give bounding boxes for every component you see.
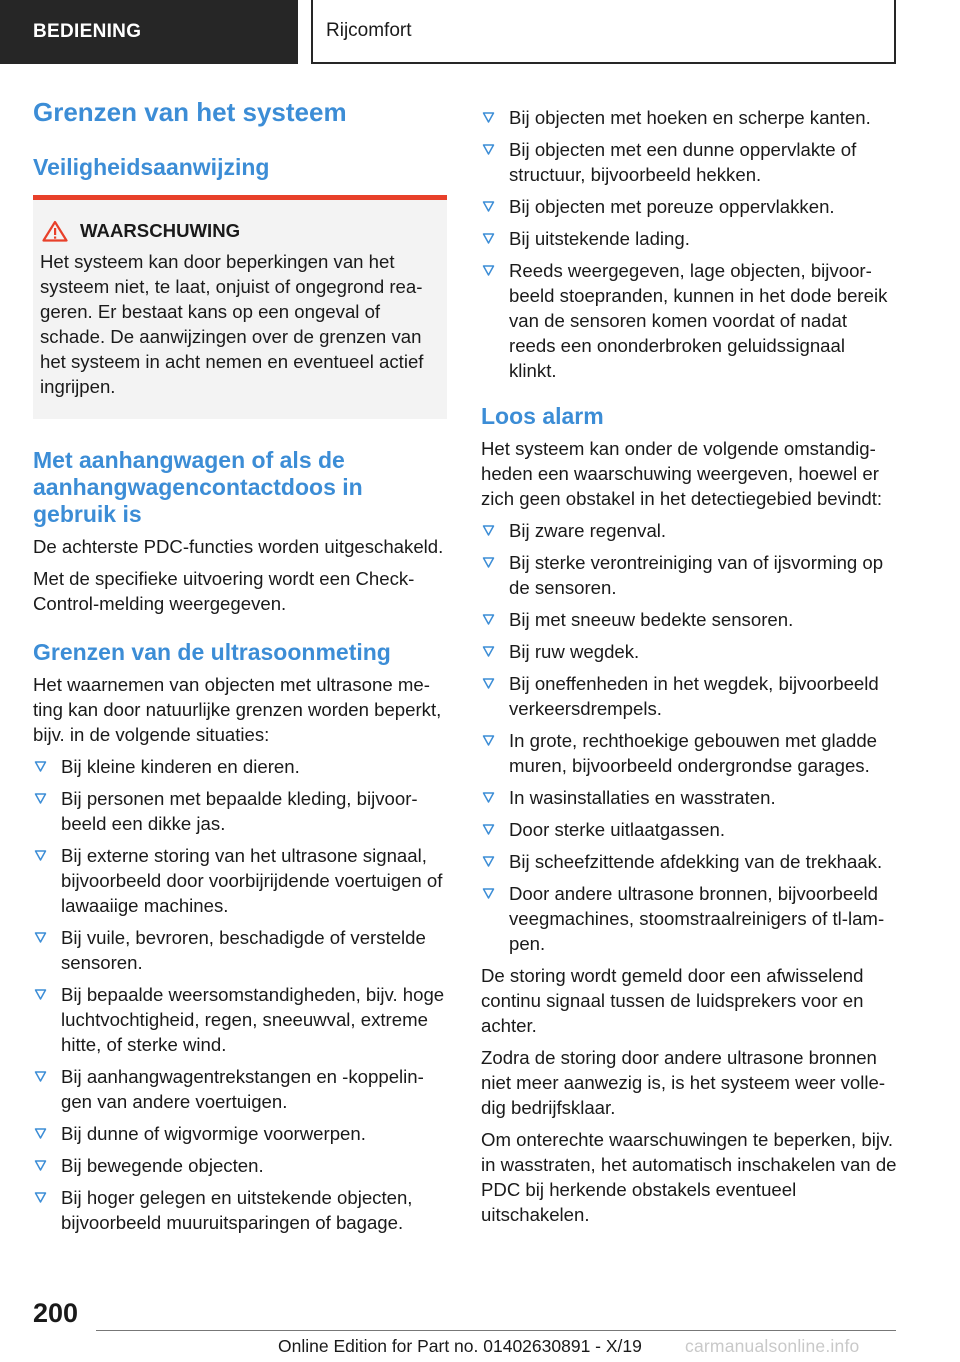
right-column bbox=[481, 105, 897, 1227]
footer-divider bbox=[96, 1330, 896, 1331]
false-alarm-heading: Loos alarm bbox=[481, 403, 604, 429]
bullet-triangle-icon bbox=[482, 111, 495, 124]
list-item-text: Door andere ultrasone bronnen, bijvoorbeeld veegmachines, stoomstraalreinigers of tl-lampen. bbox=[509, 883, 885, 954]
bullet-triangle-icon bbox=[482, 143, 495, 156]
bullet-triangle-icon bbox=[34, 792, 47, 805]
list-item-text: Bij objecten met hoeken en scherpe kanten. bbox=[509, 107, 871, 128]
bullet-triangle-icon bbox=[34, 988, 47, 1001]
list-item-text: Bij objecten met een dunne oppervlakte of structuur, bijvoorbeeld hekken. bbox=[509, 139, 857, 185]
bullet-triangle-icon bbox=[34, 760, 47, 773]
object-limit-list bbox=[481, 105, 897, 383]
warning-triangle-icon bbox=[42, 220, 68, 242]
list-item bbox=[481, 226, 897, 251]
warning-label: WAARSCHUWING bbox=[80, 220, 241, 241]
bullet-triangle-icon bbox=[34, 931, 47, 944]
list-item bbox=[481, 258, 897, 383]
list-item-text: Bij aanhangwagentrekstangen en -koppelingen van andere voertuigen. bbox=[61, 1066, 424, 1112]
bullet-triangle-icon bbox=[34, 1191, 47, 1204]
list-item-text: Bij dunne of wigvormige voorwerpen. bbox=[61, 1123, 366, 1144]
list-item-text: Door sterke uitlaatgassen. bbox=[509, 819, 726, 840]
bullet-triangle-icon bbox=[482, 200, 495, 213]
page-title: Grenzen van het systeem bbox=[33, 97, 347, 127]
list-item bbox=[33, 925, 447, 975]
list-item-text: Bij bepaalde weersomstandigheden, bijv. hoge luchtvochtigheid, regen, sneeuwval, extreme hitte, of sterke wind. bbox=[61, 984, 445, 1055]
bullet-triangle-icon bbox=[482, 734, 495, 747]
list-item bbox=[481, 194, 897, 219]
bullet-triangle-icon bbox=[482, 823, 495, 836]
page-header bbox=[0, 0, 960, 66]
list-item-text: Bij vuile, bevroren, beschadigde of verstelde sensoren. bbox=[61, 927, 426, 973]
trailer-paragraph-2: Met de specifieke uitvoering wordt een Check-Control-melding weergegeven. bbox=[33, 568, 415, 614]
list-item bbox=[481, 817, 897, 842]
list-item bbox=[481, 518, 897, 543]
bullet-triangle-icon bbox=[34, 1070, 47, 1083]
warning-text: Het systeem kan door beperkingen van het systeem niet, te laat, onjuist of ongegrond reageren. Er bestaat kans op een ongeval of schade. De aanwijzingen over de grenzen van het systeem in acht nemen en eventueel actief ingrijpen. bbox=[40, 251, 424, 397]
list-item bbox=[481, 607, 897, 632]
false-alarm-list bbox=[481, 518, 897, 956]
list-item bbox=[481, 785, 897, 810]
bullet-triangle-icon bbox=[482, 887, 495, 900]
list-item bbox=[33, 843, 447, 918]
list-item-text: Reeds weergegeven, lage objecten, bijvoorbeeld stoepranden, kunnen in het dode bereik van de sensoren komen voordat of nadat reeds een ononderbroken geluidssignaal klinkt. bbox=[509, 260, 888, 381]
list-item bbox=[33, 786, 447, 836]
list-item-text: In grote, rechthoekige gebouwen met gladde muren, bijvoorbeeld ondergrondse garages. bbox=[509, 730, 877, 776]
list-item-text: Bij externe storing van het ultrasone signaal, bijvoorbeeld door voorbijrijdende voertuigen of lawaaiige machines. bbox=[61, 845, 443, 916]
bullet-triangle-icon bbox=[482, 645, 495, 658]
limit-warnings-paragraph: Om onterechte waarschuwingen te beperken, bijv. in wasstraten, het automatisch inschakelen van de PDC bij herkende obstakels eventueel uitschakelen. bbox=[481, 1129, 897, 1225]
list-item-text: Bij zware regenval. bbox=[509, 520, 667, 541]
list-item bbox=[33, 1064, 447, 1114]
list-item bbox=[481, 137, 897, 187]
list-item-text: Bij ruw wegdek. bbox=[509, 641, 640, 662]
list-item-text: Bij uitstekende lading. bbox=[509, 228, 690, 249]
warning-box bbox=[33, 195, 447, 419]
bullet-triangle-icon bbox=[482, 232, 495, 245]
list-item-text: Bij bewegende objecten. bbox=[61, 1155, 264, 1176]
list-item bbox=[481, 849, 897, 874]
chapter-label: Rijcomfort bbox=[311, 0, 896, 64]
section-label: BEDIENING bbox=[0, 0, 298, 64]
list-item-text: Bij kleine kinderen en dieren. bbox=[61, 756, 300, 777]
list-item-text: Bij scheefzittende afdekking van de trekhaak. bbox=[509, 851, 883, 872]
list-item-text: Bij oneffenheden in het wegdek, bijvoorbeeld verkeersdrempels. bbox=[509, 673, 879, 719]
ultrasound-limit-list bbox=[33, 754, 447, 1235]
list-item-text: Bij hoger gelegen en uitstekende objecten, bijvoorbeeld muuruitsparingen of bagage. bbox=[61, 1187, 413, 1233]
edition-label: Online Edition for Part no. 01402630891 - X/19 bbox=[278, 1336, 642, 1356]
safety-heading: Veiligheidsaanwijzing bbox=[33, 154, 270, 180]
list-item-text: Bij personen met bepaalde kleding, bijvoorbeeld een dikke jas. bbox=[61, 788, 418, 834]
trailer-heading: Met aanhangwagen of als de aanhangwagencontactdoos in gebruik is bbox=[33, 447, 363, 527]
list-item-text: Bij met sneeuw bedekte sensoren. bbox=[509, 609, 794, 630]
list-item bbox=[481, 639, 897, 664]
list-item bbox=[33, 1153, 447, 1178]
warning-title bbox=[40, 218, 439, 243]
left-column bbox=[33, 96, 447, 1242]
bullet-triangle-icon bbox=[482, 791, 495, 804]
watermark: carmanualsonline.info bbox=[685, 1336, 860, 1356]
list-item bbox=[33, 982, 447, 1057]
list-item bbox=[481, 550, 897, 600]
bullet-triangle-icon bbox=[34, 1127, 47, 1140]
ultrasound-intro: Het waarnemen van objecten met ultrasone meting kan door natuurlijke grenzen worden beperkt, bijv. in de volgende situaties: bbox=[33, 674, 442, 745]
list-item-text: In wasinstallaties en wasstraten. bbox=[509, 787, 776, 808]
ultrasound-heading: Grenzen van de ultrasoonmeting bbox=[33, 639, 391, 665]
trailer-paragraph-1: De achterste PDC-functies worden uitgeschakeld. bbox=[33, 536, 444, 557]
storing-paragraph: De storing wordt gemeld door een afwisselend continu signaal tussen de luidsprekers voor en achter. bbox=[481, 965, 864, 1036]
list-item bbox=[33, 754, 447, 779]
bullet-triangle-icon bbox=[482, 524, 495, 537]
bullet-triangle-icon bbox=[482, 855, 495, 868]
list-item bbox=[481, 105, 897, 130]
bullet-triangle-icon bbox=[34, 1159, 47, 1172]
restore-paragraph: Zodra de storing door andere ultrasone bronnen niet meer aanwezig is, is het systeem weer volledig bedrijfsklaar. bbox=[481, 1047, 886, 1118]
page-number: 200 bbox=[33, 1298, 79, 1328]
bullet-triangle-icon bbox=[34, 849, 47, 862]
list-item-text: Bij sterke verontreiniging van of ijsvorming op de sensoren. bbox=[509, 552, 884, 598]
bullet-triangle-icon bbox=[482, 613, 495, 626]
list-item bbox=[481, 671, 897, 721]
false-alarm-intro: Het systeem kan onder de volgende omstandigheden een waarschuwing weergeven, hoewel er zich geen obstakel in het detectiegebied bevindt: bbox=[481, 438, 883, 509]
bullet-triangle-icon bbox=[482, 677, 495, 690]
list-item bbox=[481, 881, 897, 956]
list-item bbox=[481, 728, 897, 778]
list-item-text: Bij objecten met poreuze oppervlakken. bbox=[509, 196, 835, 217]
bullet-triangle-icon bbox=[482, 556, 495, 569]
list-item bbox=[33, 1121, 447, 1146]
list-item bbox=[33, 1185, 447, 1235]
bullet-triangle-icon bbox=[482, 264, 495, 277]
